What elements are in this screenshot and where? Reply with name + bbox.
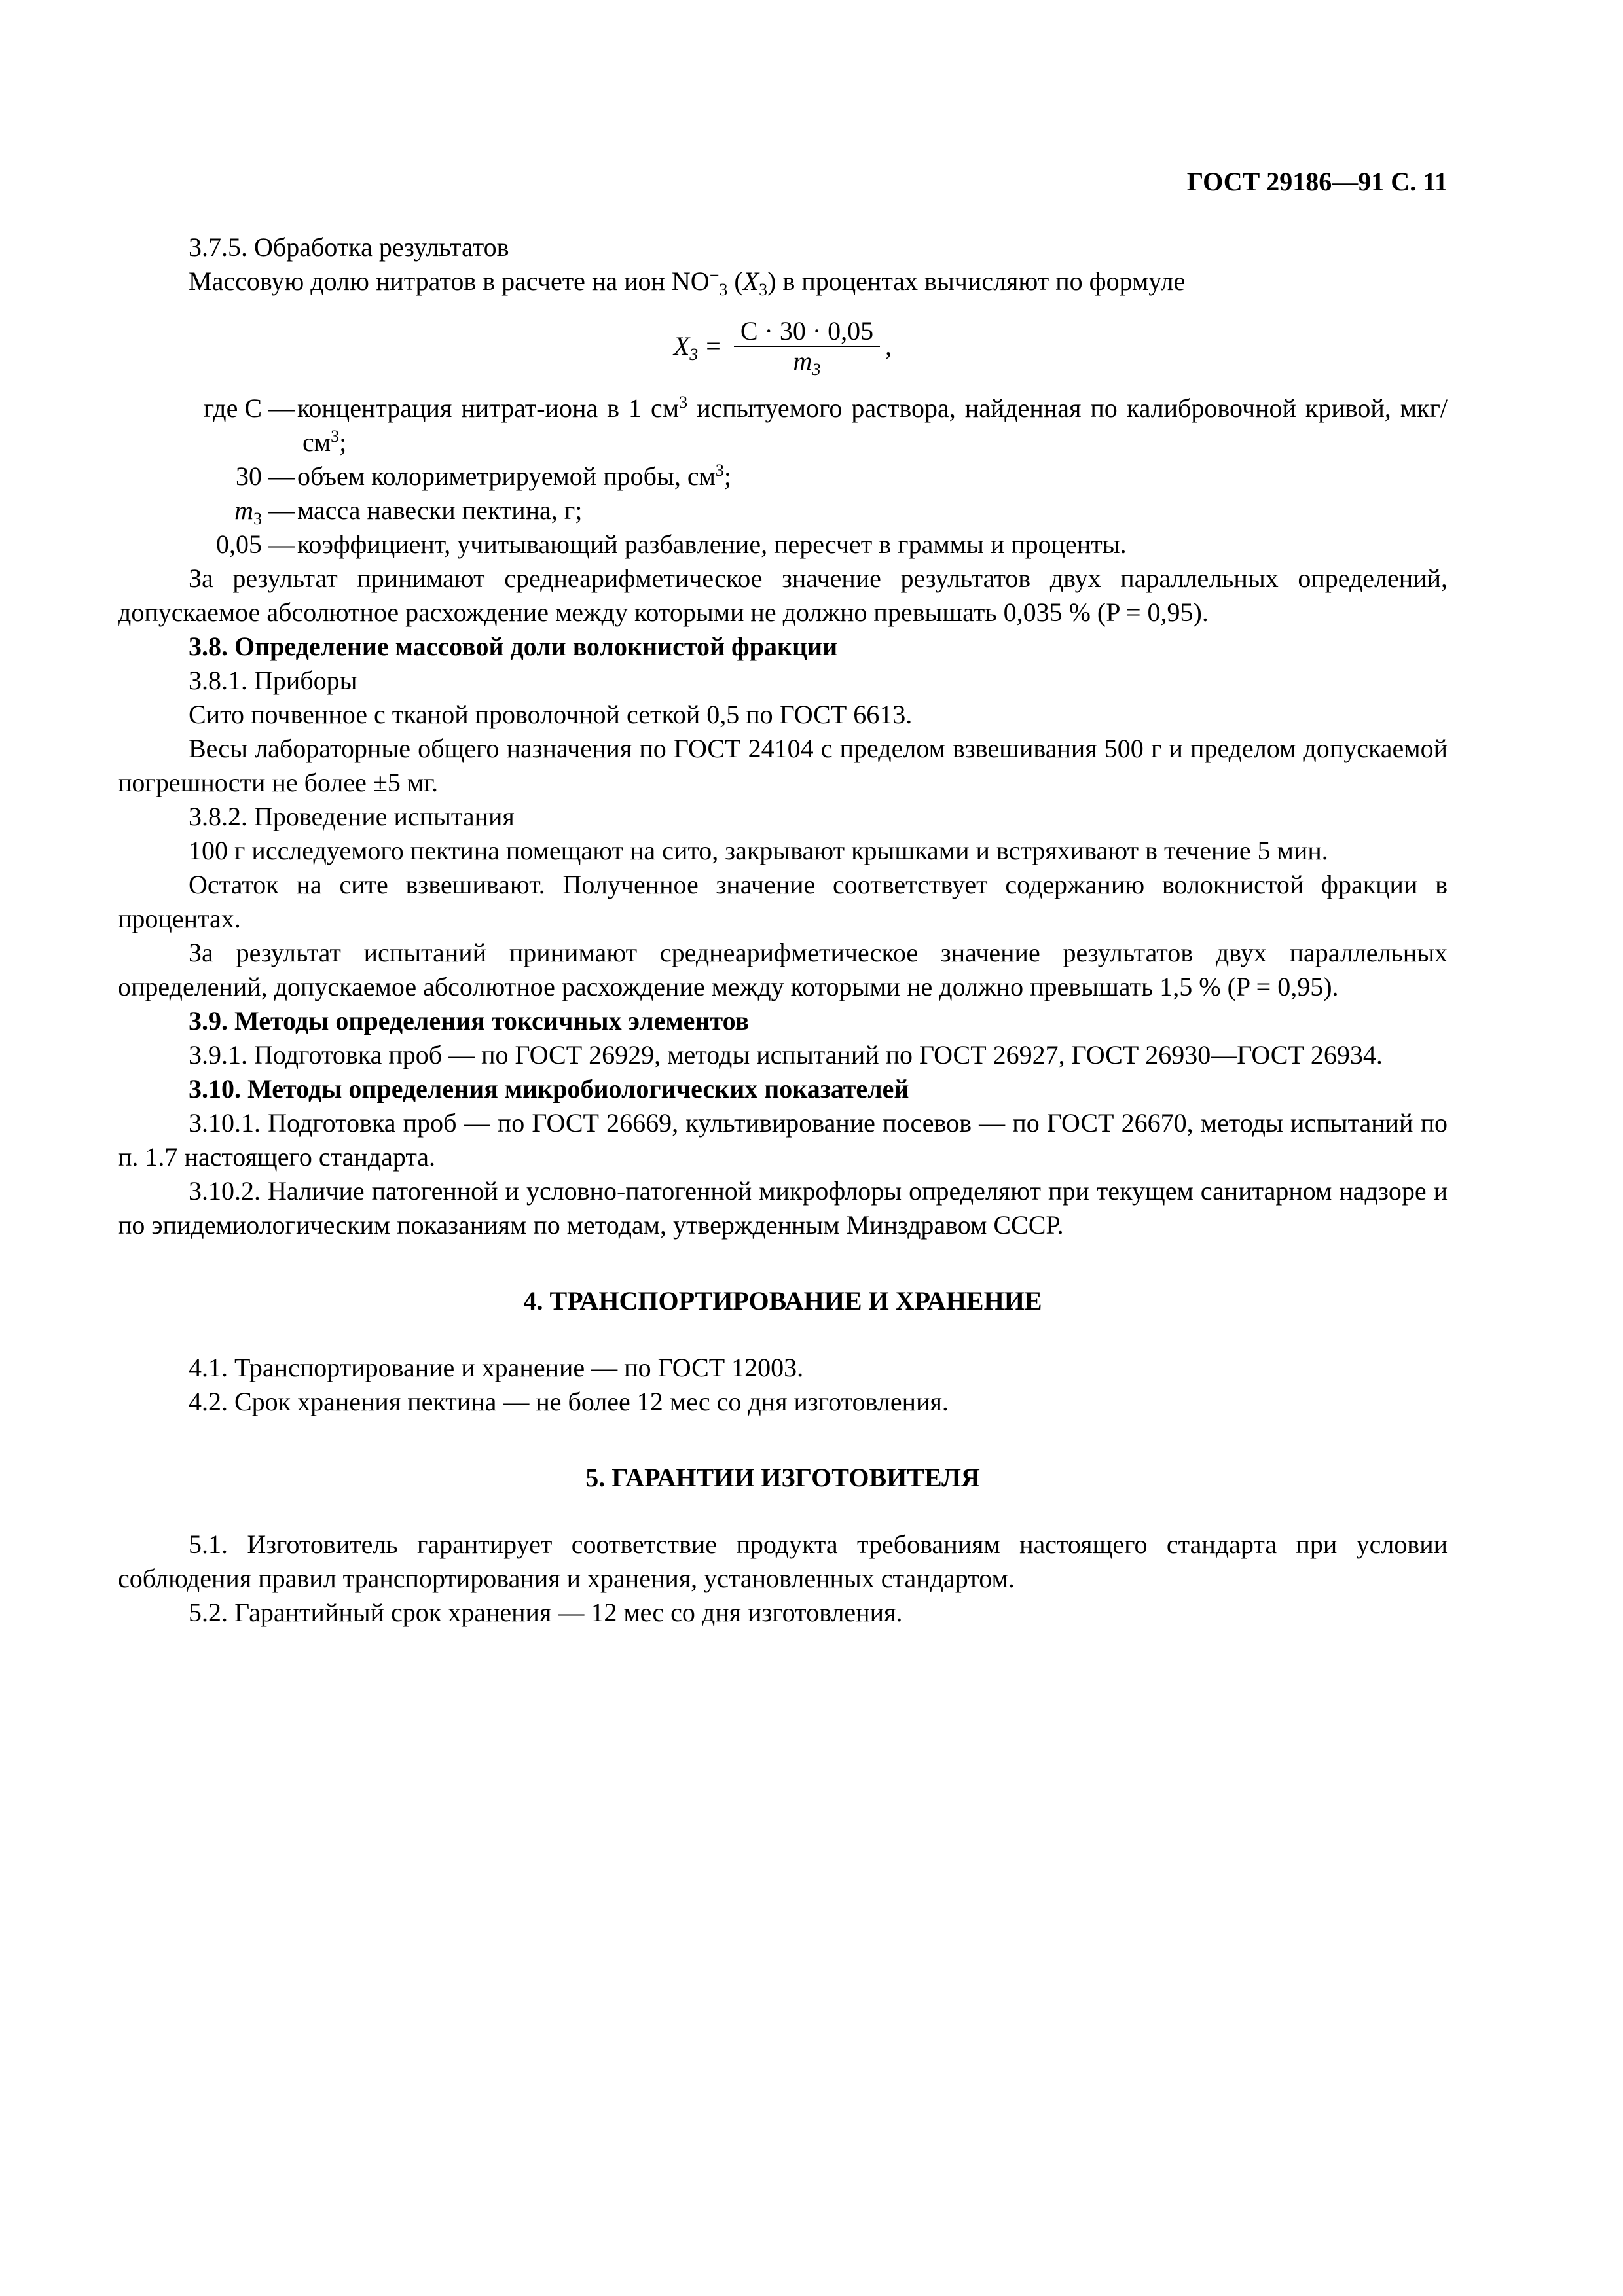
formula-x3: [118, 316, 1448, 379]
formula-numerator: C · 30 · 0,05: [734, 317, 880, 347]
definition-text: коэффициент, учитывающий разбавление, пересчет в граммы и проценты.: [297, 529, 1127, 559]
formula-intro-text-a: Массовую долю нитратов в расчете на ион NO: [189, 266, 710, 296]
section-3-8-title: 3.8. Определение массовой доли волокнистой фракции: [189, 632, 838, 661]
formula-equals: =: [706, 331, 721, 361]
definition-term: 0,05 —: [216, 529, 295, 559]
paragraph: 3.10.2. Наличие патогенной и условно-патогенной микрофлоры определяют при текущем санитарном надзоре и по эпидемиологическим показаниям по методам, утвержденным Минздравом СССР.: [118, 1176, 1448, 1240]
formula-lhs: $X_3$: [673, 331, 699, 364]
paragraph: Остаток на сите взвешивают. Полученное значение соответствует содержанию волокнистой фракции в процентах.: [118, 870, 1448, 933]
formula-intro: Массовую долю нитратов в расчете на ион $NO^-_3$ $(X_3)$ в процентах вычисляют по формуле: [189, 266, 1186, 299]
paragraph: 5.2. Гарантийный срок хранения — 12 мес со дня изготовления.: [189, 1598, 903, 1627]
section-3-8-1-title: 3.8.1. Приборы: [189, 666, 357, 695]
paragraph: 3.10.1. Подготовка проб — по ГОСТ 26669, культивирование посевов — по ГОСТ 26670, методы испытаний по п. 1.7 настоящего стандарта.: [118, 1108, 1448, 1172]
result-paragraph: За результат принимают среднеарифметическое значение результатов двух параллельных определений, допускаемое абсолютное расхождение между которыми не должно превышать 0,035 % (P = 0,95).: [118, 564, 1448, 627]
paragraph: 4.1. Транспортирование и хранение — по ГОСТ 12003.: [189, 1353, 804, 1382]
formula-comma: ,: [885, 331, 892, 361]
paragraph: 100 г исследуемого пектина помещают на сито, закрывают крышками и встряхивают в течение 5 мин.: [189, 836, 1328, 865]
nitrate-ion-notation: −$_3$: [709, 266, 728, 299]
paragraph: 3.9.1. Подготовка проб — по ГОСТ 26929, методы испытаний по ГОСТ 26927, ГОСТ 26930—ГОСТ 26934.: [189, 1040, 1383, 1069]
section-4-title: 4. ТРАНСПОРТИРОВАНИЕ И ХРАНЕНИЕ: [523, 1286, 1042, 1316]
document-body: [118, 230, 1448, 1630]
section-3-10-title: 3.10. Методы определения микробиологических показателей: [189, 1074, 909, 1103]
paragraph: 5.1. Изготовитель гарантирует соответствие продукта требованиям настоящего стандарта при условии соблюдения правил транспортирования и хранения, установленных стандартом.: [118, 1530, 1448, 1593]
definition-30: [118, 459, 1448, 493]
definition-text: масса навески пектина, г;: [297, 495, 583, 525]
formula-intro-text-b: в процентах вычисляют по формуле: [782, 266, 1186, 296]
paragraph: 4.2. Срок хранения пектина — не более 12 мес со дня изготовления.: [189, 1387, 949, 1416]
section-3-9-title: 3.9. Методы определения токсичных элементов: [189, 1006, 750, 1035]
definition-term: где C —: [203, 393, 295, 423]
formula-denominator: $m_3$: [793, 346, 821, 379]
definition-term: $m_3$ —: [234, 495, 295, 528]
definition-text: концентрация нитрат-иона в 1 $см^3$ испытуемого раствора, найденная по калибровочной кривой, мкг/$см^3$;: [297, 393, 1448, 457]
formula-fraction: [734, 316, 880, 379]
paragraph: За результат испытаний принимают среднеарифметическое значение результатов двух параллельных определений, допускаемое абсолютное расхождение между которыми не должно превышать 1,5 % (P = 0,95).: [118, 938, 1448, 1001]
definition-m3: [118, 493, 1448, 528]
section-3-8-2-title: 3.8.2. Проведение испытания: [189, 802, 515, 831]
page-header: ГОСТ 29186—91 С. 11: [1186, 167, 1448, 196]
section-5-title: 5. ГАРАНТИИ ИЗГОТОВИТЕЛЯ: [585, 1463, 980, 1492]
paragraph: Сито почвенное с тканой проволочной сеткой 0,5 по ГОСТ 6613.: [189, 700, 913, 729]
definition-term: 30 —: [236, 461, 295, 491]
definition-text: объем колориметрируемой пробы, $см^3$;: [297, 461, 732, 491]
section-3-7-5-title: 3.7.5. Обработка результатов: [189, 232, 509, 262]
definition-0-05: [118, 528, 1448, 562]
variable-definitions: [118, 391, 1448, 562]
paragraph: Весы лабораторные общего назначения по ГОСТ 24104 с пределом взвешивания 500 г и пределом допускаемой погрешности не более ±5 мг.: [118, 734, 1448, 797]
definition-c: [118, 391, 1448, 459]
